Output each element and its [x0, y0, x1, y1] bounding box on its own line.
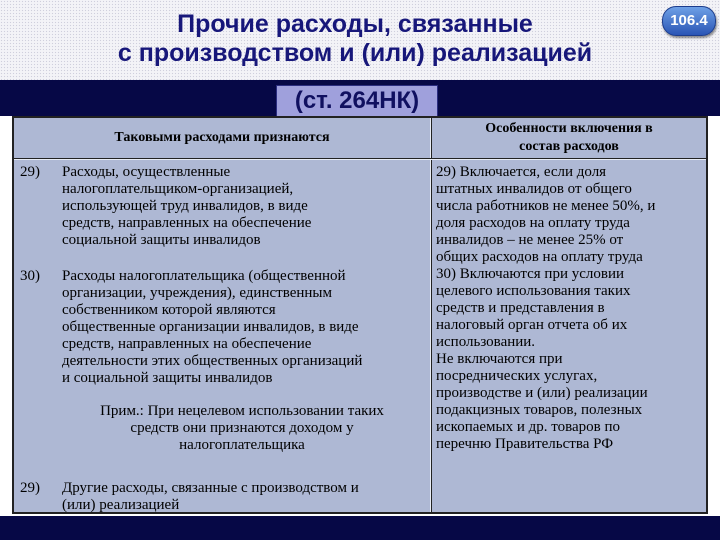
item-text-line: организации, учреждения), единственным: [62, 285, 332, 301]
right-text-line: средств и представления в: [436, 300, 605, 316]
item-text-line: (или) реализацией: [62, 497, 180, 513]
item-text-line: собственником которой являются: [62, 302, 276, 318]
column-divider: [430, 118, 432, 512]
item-number: 30): [20, 268, 40, 284]
slide-title-line: Прочие расходы, связанные: [177, 10, 533, 38]
item-text-line: социальной защиты инвалидов: [62, 232, 261, 248]
note-line: налогоплательщика: [179, 437, 305, 453]
right-text-line: целевого использования таких: [436, 283, 631, 299]
item-text-line: деятельности этих общественных организаций: [62, 353, 363, 369]
header-divider: [14, 158, 706, 160]
right-text-line: 29) Включается, если доля: [436, 164, 607, 180]
right-text-line: использовании.: [436, 334, 536, 350]
right-text-line: Не включаются при: [436, 351, 563, 367]
right-text-line: налоговый орган отчета об их: [436, 317, 628, 333]
item-text-line: средств, направленных на обеспечение: [62, 215, 312, 231]
list-item: [62, 268, 362, 387]
right-text-line: доля расходов на оплату труда: [436, 215, 630, 231]
item-text-line: Другие расходы, связанные с производством и: [62, 480, 359, 496]
right-header-line: Особенности включения в: [485, 121, 653, 136]
note-line: средств они признаются доходом у: [130, 420, 354, 436]
slide-title: [40, 10, 670, 68]
note-line: Прим.: При нецелевом использовании таких: [100, 403, 384, 419]
item-text-line: налогоплательщиком-организацией,: [62, 181, 294, 197]
item-text-line: средств, направленных на обеспечение: [62, 336, 312, 352]
right-text-line: числа работников не менее 50%, и: [436, 198, 656, 214]
right-text-line: общих расходов на оплату труда: [436, 249, 643, 265]
right-text-line: ископаемых и др. товаров по: [436, 419, 621, 435]
item-text-line: Расходы, осуществленные: [62, 164, 231, 180]
right-text-line: производстве и (или) реализации: [436, 385, 648, 401]
item-text-line: общественные организации инвалидов, в виде: [62, 319, 359, 335]
left-column-header: Таковыми расходами признаются: [114, 130, 330, 145]
item-text-line: Расходы налогоплательщика (общественной: [62, 268, 346, 284]
right-text-line: посреднических услугах,: [436, 368, 598, 384]
bottom-frame: [0, 516, 720, 540]
note-text: [62, 403, 422, 454]
right-text-line: перечню Правительства РФ: [436, 436, 614, 452]
list-item: [62, 164, 311, 249]
right-column-header: [432, 120, 706, 156]
right-text-line: инвалидов – не менее 25% от: [436, 232, 624, 248]
right-column-text: [436, 164, 655, 453]
item-text-line: и социальной защиты инвалидов: [62, 370, 273, 386]
slide-title-line: с производством и (или) реализацией: [117, 39, 593, 67]
list-item: [62, 480, 359, 514]
item-number: 29): [20, 164, 40, 180]
right-header-line: состав расходов: [519, 139, 619, 154]
expenses-table: [12, 116, 708, 514]
right-text-line: 30) Включаются при условии: [436, 266, 624, 282]
item-number: 29): [20, 480, 40, 496]
item-text-line: использующей труд инвалидов, в виде: [62, 198, 308, 214]
slide-number-badge: 106.4: [662, 6, 716, 36]
article-reference: (ст. 264НК): [276, 85, 438, 117]
right-text-line: подакцизных товаров, полезных: [436, 402, 643, 418]
right-text-line: штатных инвалидов от общего: [436, 181, 632, 197]
